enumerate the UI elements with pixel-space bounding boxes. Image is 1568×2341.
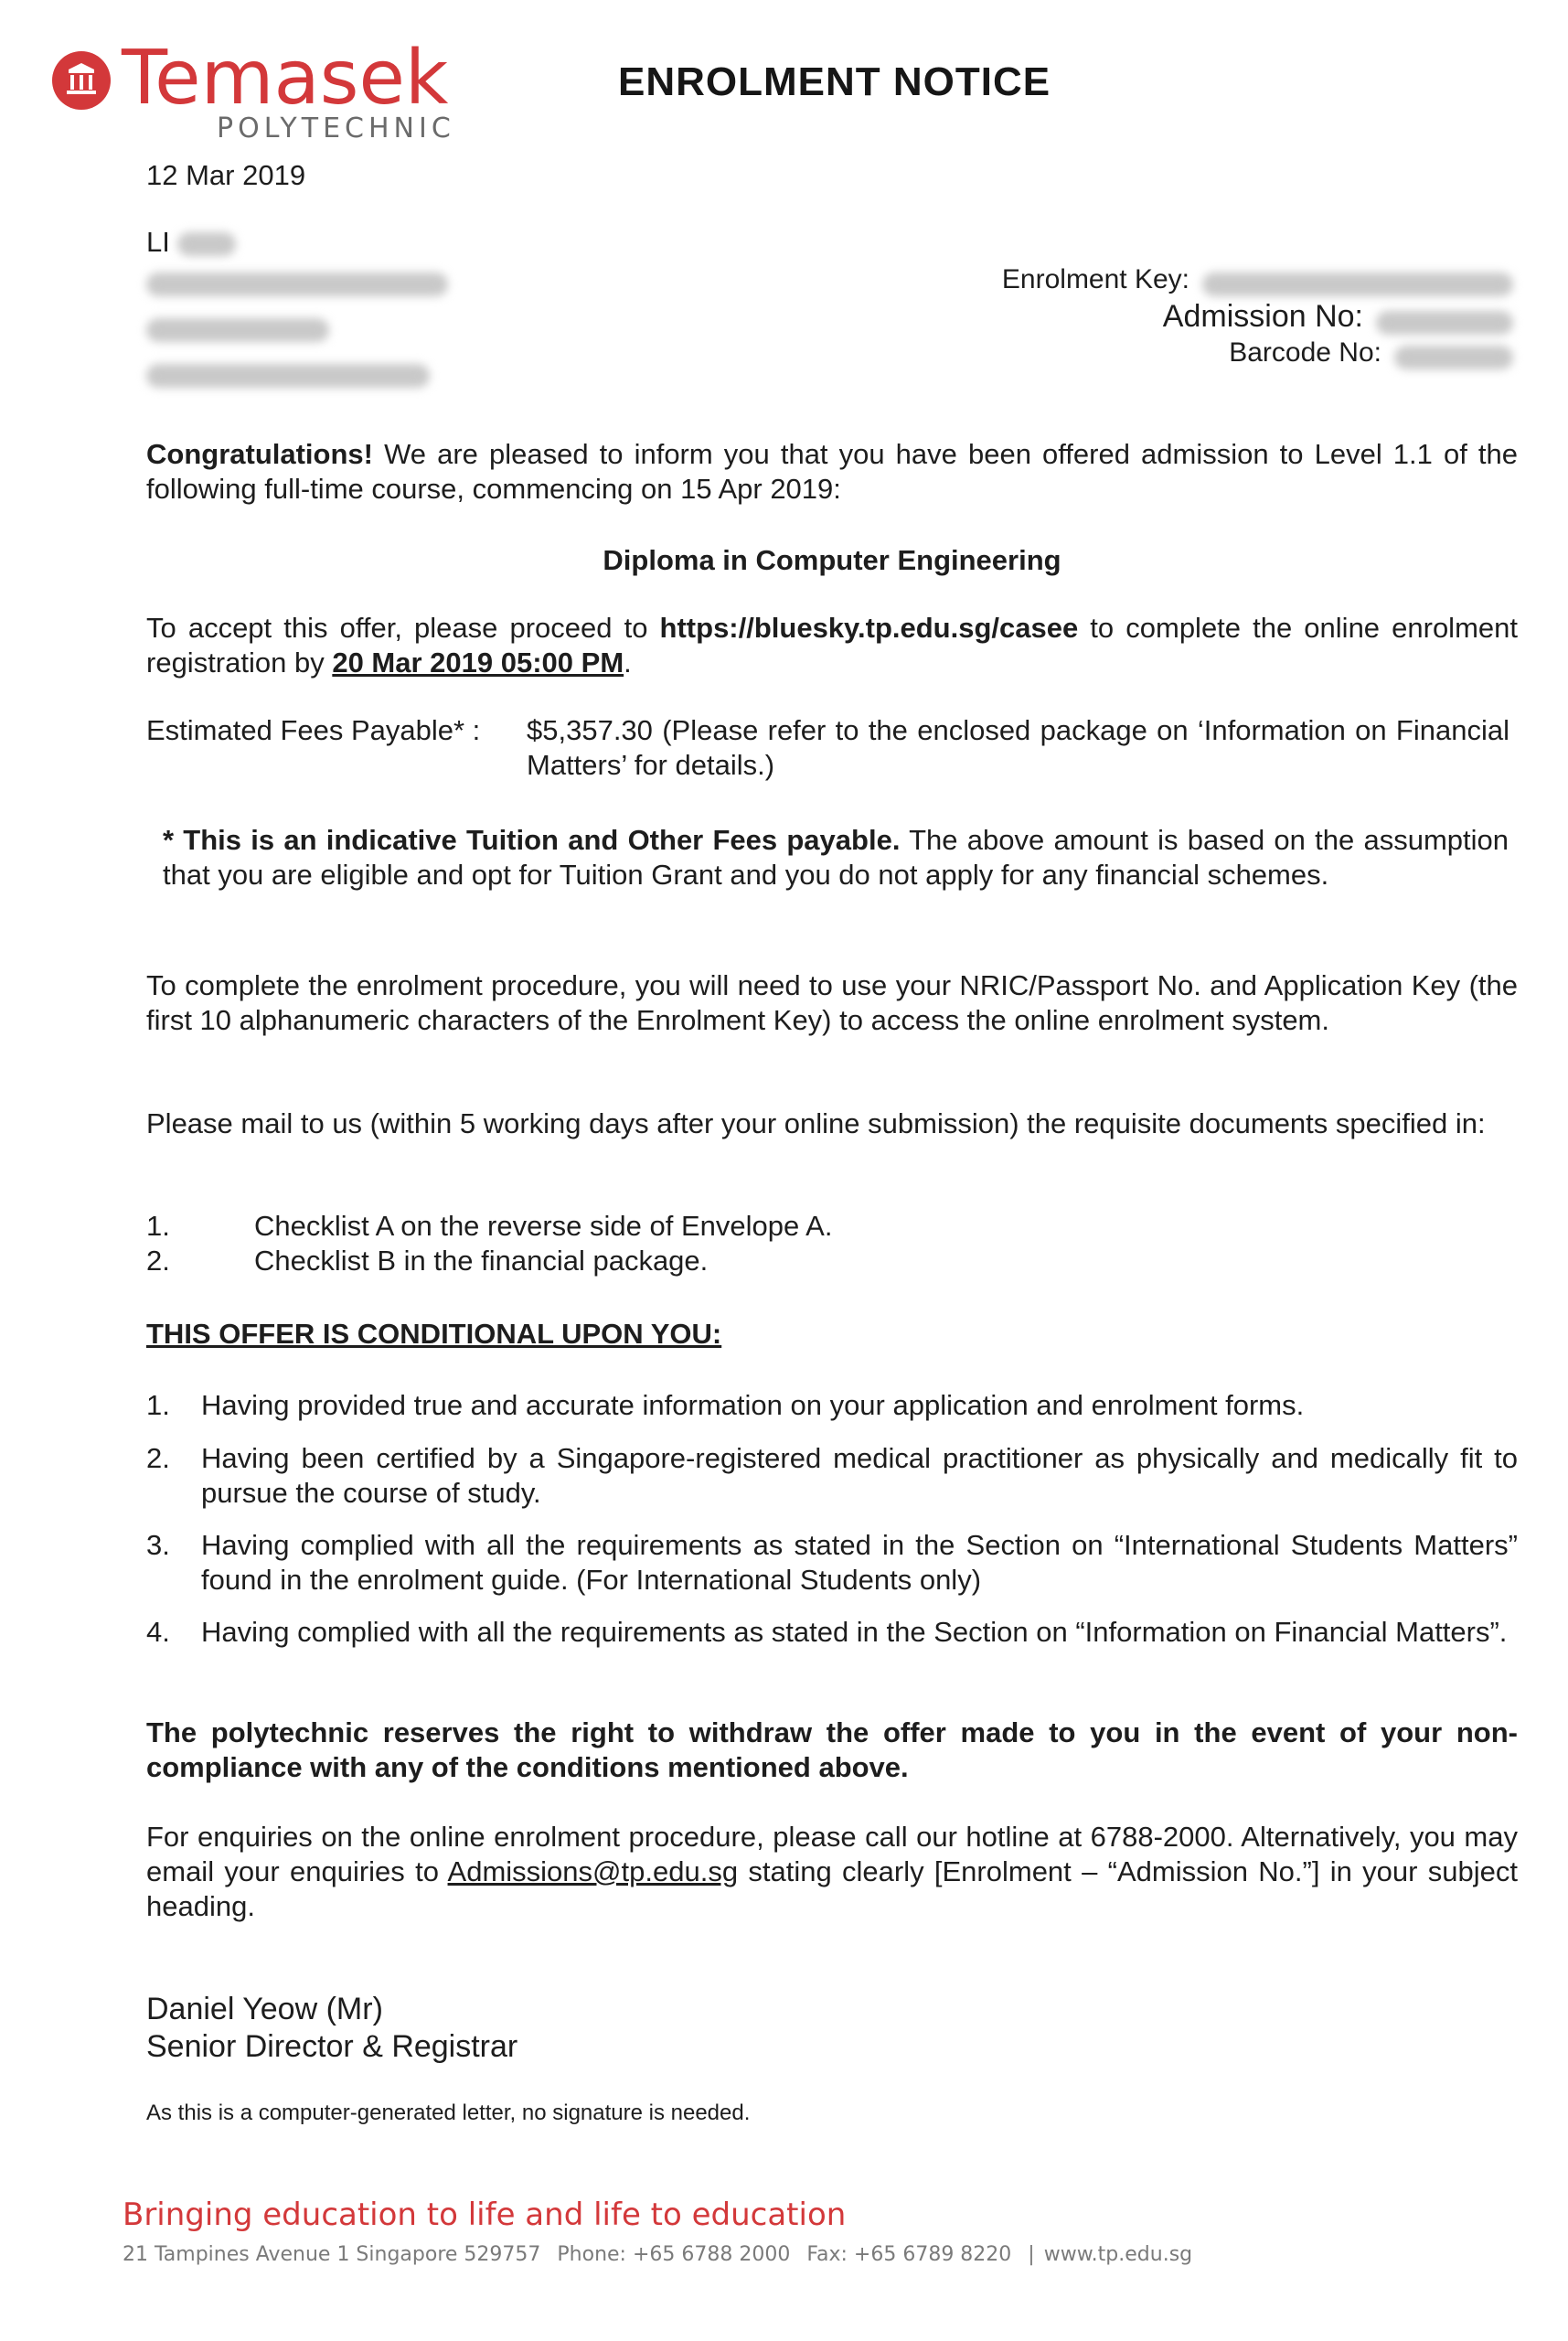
intro-text: We are pleased to inform you that you have been offered admission to Level 1.1 of the following full-time course, commencing on 15 Apr 2019: [146, 438, 1518, 505]
enrolment-key-row [782, 262, 1513, 298]
accept-text: . [624, 647, 632, 679]
mail-paragraph: Please mail to us (within 5 working days after your online submission) the requisite documents specified in: [146, 1107, 1486, 1139]
fees-value: $5,357.30 (Please refer to the enclosed package on ‘Information on Financial Matters’ for details.) [527, 714, 1509, 781]
fees-label: Estimated Fees Payable* : [146, 714, 481, 746]
barcode-no-label: Barcode No: [1229, 337, 1381, 368]
enrolment-keys [782, 262, 1513, 371]
list-item-text: Checklist A on the reverse side of Envelope A. [254, 1210, 833, 1242]
fee-note-bold: * This is an indicative Tuition and Other Fees payable. [163, 824, 901, 856]
accept-paragraph [146, 611, 1518, 680]
condition-number: 3. [146, 1529, 170, 1561]
list-item-text: Checklist B in the financial package. [254, 1245, 709, 1277]
admission-no-label: Admission No: [1162, 299, 1363, 334]
redacted-admission-no [1376, 311, 1513, 335]
redacted-barcode-no [1394, 346, 1513, 369]
condition-number: 2. [146, 1442, 170, 1474]
footer-separator: | [1028, 2243, 1035, 2266]
procedure-paragraph: To complete the enrolment procedure, you will need to use your NRIC/Passport No. and Application Key (the first 10 alphanumeric characters of the Enrolment Key) to access the online enrolment system. [146, 969, 1518, 1036]
footer-address [123, 2242, 1209, 2268]
signatory-title: Senior Director & Registrar [146, 2029, 518, 2064]
page-title: ENROLMENT NOTICE [618, 59, 1051, 104]
condition-text: Having provided true and accurate information on your application and enrolment forms. [201, 1389, 1305, 1421]
computer-generated-note: As this is a computer-generated letter, no signature is needed. [146, 2100, 751, 2125]
redacted-enrolment-key [1202, 273, 1513, 296]
documents-list [146, 1209, 1426, 1282]
fee-note-text: The above amount is based on the assumption that you are eligible and opt for Tuition Grant and you do not apply for any financial schemes. [163, 824, 1509, 891]
enrolment-key-label: Enrolment Key: [1001, 264, 1189, 294]
admission-no-row [782, 298, 1513, 335]
list-item [146, 1209, 1426, 1244]
admissions-email-link[interactable]: Admissions@tp.edu.sg [447, 1855, 739, 1887]
enrolment-url: https://bluesky.tp.edu.sg/casee [659, 612, 1079, 644]
footer-tagline: Bringing education to life and life to education [123, 2197, 847, 2233]
redacted-name [177, 232, 236, 256]
list-item [146, 1244, 1426, 1278]
congratulations-lead: Congratulations! [146, 438, 373, 470]
letter-date: 12 Mar 2019 [146, 159, 306, 191]
accept-text: to complete the online enrolment registration by [146, 612, 1518, 679]
reserve-right-paragraph: The polytechnic reserves the right to withdraw the offer made to you in the event of your non-compliance with any of the conditions mentioned above. [146, 1716, 1518, 1783]
footer-phone: Phone: +65 6788 2000 [557, 2243, 791, 2266]
redacted-address-line [146, 318, 329, 342]
list-item-number: 1. [146, 1210, 170, 1242]
temasek-crest-icon [52, 51, 111, 110]
course-name: Diploma in Computer Engineering [603, 544, 1061, 576]
condition-text: Having complied with all the requirements as stated in the Section on “International Students Matters” found in the enrolment guide. (For International Students only) [201, 1529, 1518, 1596]
redacted-address-line [146, 364, 430, 388]
logo-subtitle: POLYTECHNIC [217, 112, 455, 144]
temasek-logo [52, 33, 455, 152]
condition-text: Having been certified by a Singapore-registered medical practitioner as physically and medically fit to pursue the course of study. [201, 1442, 1518, 1509]
footer-website[interactable]: www.tp.edu.sg [1043, 2243, 1193, 2266]
enquiry-paragraph [146, 1820, 1518, 1924]
signatory-name: Daniel Yeow (Mr) [146, 1992, 383, 2026]
condition-text: Having complied with all the requirements as stated in the Section on “Information on Financial Matters”. [201, 1616, 1508, 1648]
condition-number: 1. [146, 1389, 170, 1421]
list-item-number: 2. [146, 1245, 170, 1277]
enquiry-text: For enquiries on the online enrolment procedure, please call our hotline at 6788-2000. Alternatively, you may email your enquiries to [146, 1821, 1518, 1887]
footer-street: 21 Tampines Avenue 1 Singapore 529757 [123, 2243, 541, 2266]
barcode-no-row [782, 335, 1513, 371]
intro-paragraph [146, 437, 1518, 507]
enrolment-deadline: 20 Mar 2019 05:00 PM [332, 647, 624, 679]
logo-wordmark: Temasek [122, 35, 449, 122]
recipient-name: LI [146, 226, 170, 258]
conditions-heading: THIS OFFER IS CONDITIONAL UPON YOU: [146, 1318, 722, 1350]
accept-text: To accept this offer, please proceed to [146, 612, 660, 644]
enquiry-text: stating clearly [Enrolment – “Admission No.”] in your subject heading. [146, 1855, 1518, 1922]
fee-note [163, 823, 1509, 893]
footer-fax: Fax: +65 6789 8220 [806, 2243, 1012, 2266]
redacted-address-line [146, 273, 448, 296]
condition-number: 4. [146, 1616, 170, 1648]
recipient-block [146, 225, 448, 391]
